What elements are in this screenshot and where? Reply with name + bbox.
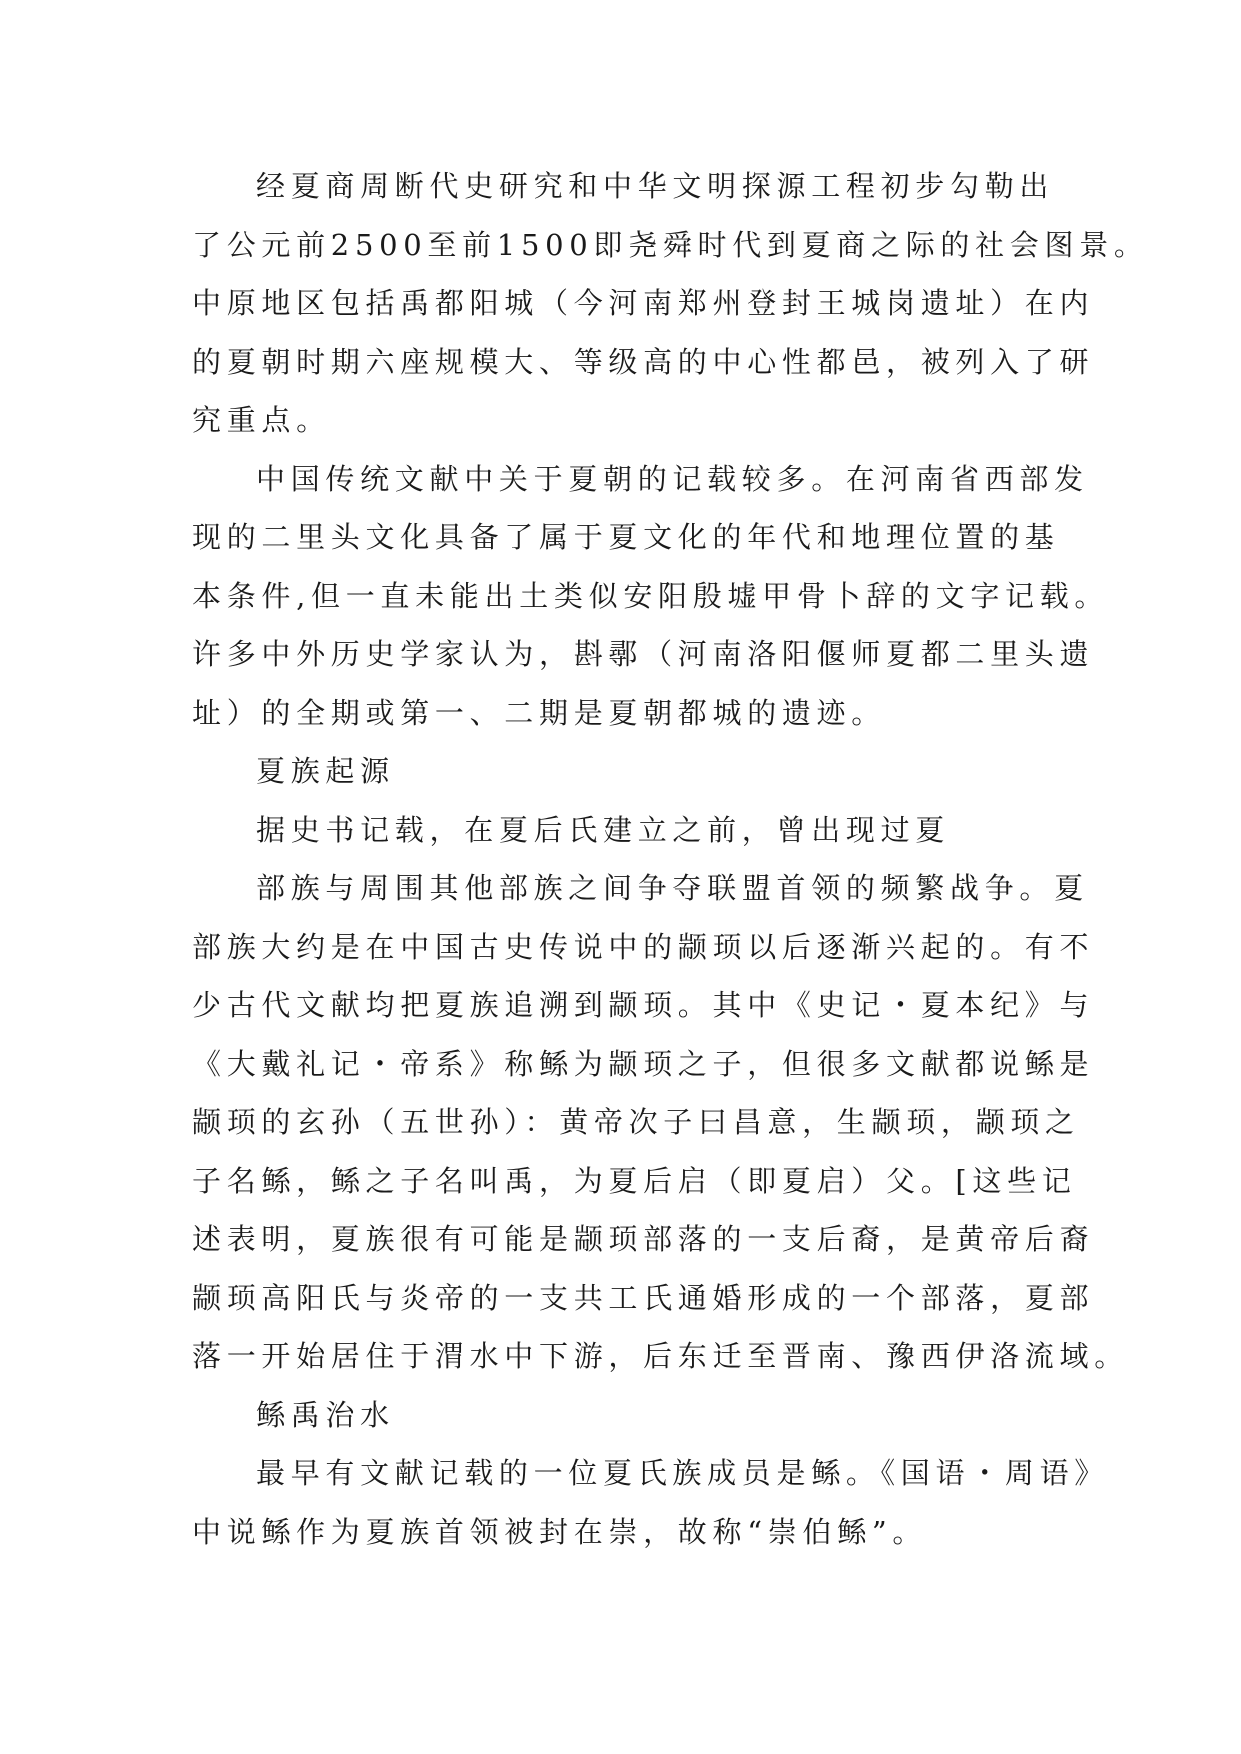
paragraph-line: 《大戴礼记・帝系》称鲧为颛顼之子，但很多文献都说鲧是 (192, 1046, 1095, 1081)
paragraph-line: 落一开始居住于渭水中下游，后东迁至晋南、豫西伊洛流域。 (192, 1339, 1129, 1373)
paragraph-line: 中国传统文献中关于夏朝的记载较多。在河南省西部发 (256, 461, 1089, 496)
paragraph-line: 许多中外历史学家认为，斟鄩（河南洛阳偃师夏都二里头遗 (192, 637, 1095, 671)
section-heading: 夏族起源 (256, 754, 395, 788)
paragraph-line: 部族大约是在中国古史传说中的颛顼以后逐渐兴起的。有不 (192, 929, 1095, 964)
paragraph-line: 中原地区包括禹都阳城（今河南郑州登封王城岗遗址）在内 (192, 286, 1095, 320)
paragraph-line: 颛顼高阳氏与炎帝的一支共工氏通婚形成的一个部落，夏部 (192, 1280, 1095, 1315)
paragraph-line: 部族与周围其他部族之间争夺联盟首领的频繁战争。夏 (256, 871, 1089, 905)
paragraph-line: 颛顼的玄孙（五世孙）：黄帝次子曰昌意，生颛顼，颛顼之 (192, 1105, 1080, 1139)
section-heading: 鲧禹治水 (256, 1397, 395, 1432)
paragraph-line: 子名鲧，鲧之子名叫禹，为夏后启（即夏启）父。[这些记 (192, 1163, 1077, 1198)
paragraph-line: 中说鲧作为夏族首领被封在崇，故称“崇伯鲧”。 (192, 1514, 928, 1549)
document-body (192, 157, 1149, 1561)
paragraph-line: 的夏朝时期六座规模大、等级高的中心性都邑，被列入了研 (192, 344, 1095, 379)
paragraph-line: 述表明，夏族很有可能是颛顼部落的一支后裔，是黄帝后裔 (192, 1222, 1095, 1256)
paragraph-line: 址）的全期或第一、二期是夏朝都城的遗迹。 (192, 695, 887, 730)
paragraph-line: 了公元前2500至前1500即尧舜时代到夏商之际的社会图景。 (192, 227, 1149, 262)
paragraph-line: 本条件,但一直未能出土类似安阳殷墟甲骨卜辞的文字记载。 (192, 578, 1110, 613)
paragraph-line: 据史书记载，在夏后氏建立之前，曾出现过夏 (256, 812, 951, 847)
paragraph-line: 少古代文献均把夏族追溯到颛顼。其中《史记・夏本纪》与 (192, 988, 1095, 1022)
paragraph-line: 经夏商周断代史研究和中华文明探源工程初步勾勒出 (256, 169, 1055, 203)
paragraph-line: 最早有文献记载的一位夏氏族成员是鲧。《国语・周语》 (256, 1456, 1110, 1490)
paragraph-line: 现的二里头文化具备了属于夏文化的年代和地理位置的基 (192, 520, 1060, 554)
paragraph-line: 究重点。 (192, 403, 331, 437)
